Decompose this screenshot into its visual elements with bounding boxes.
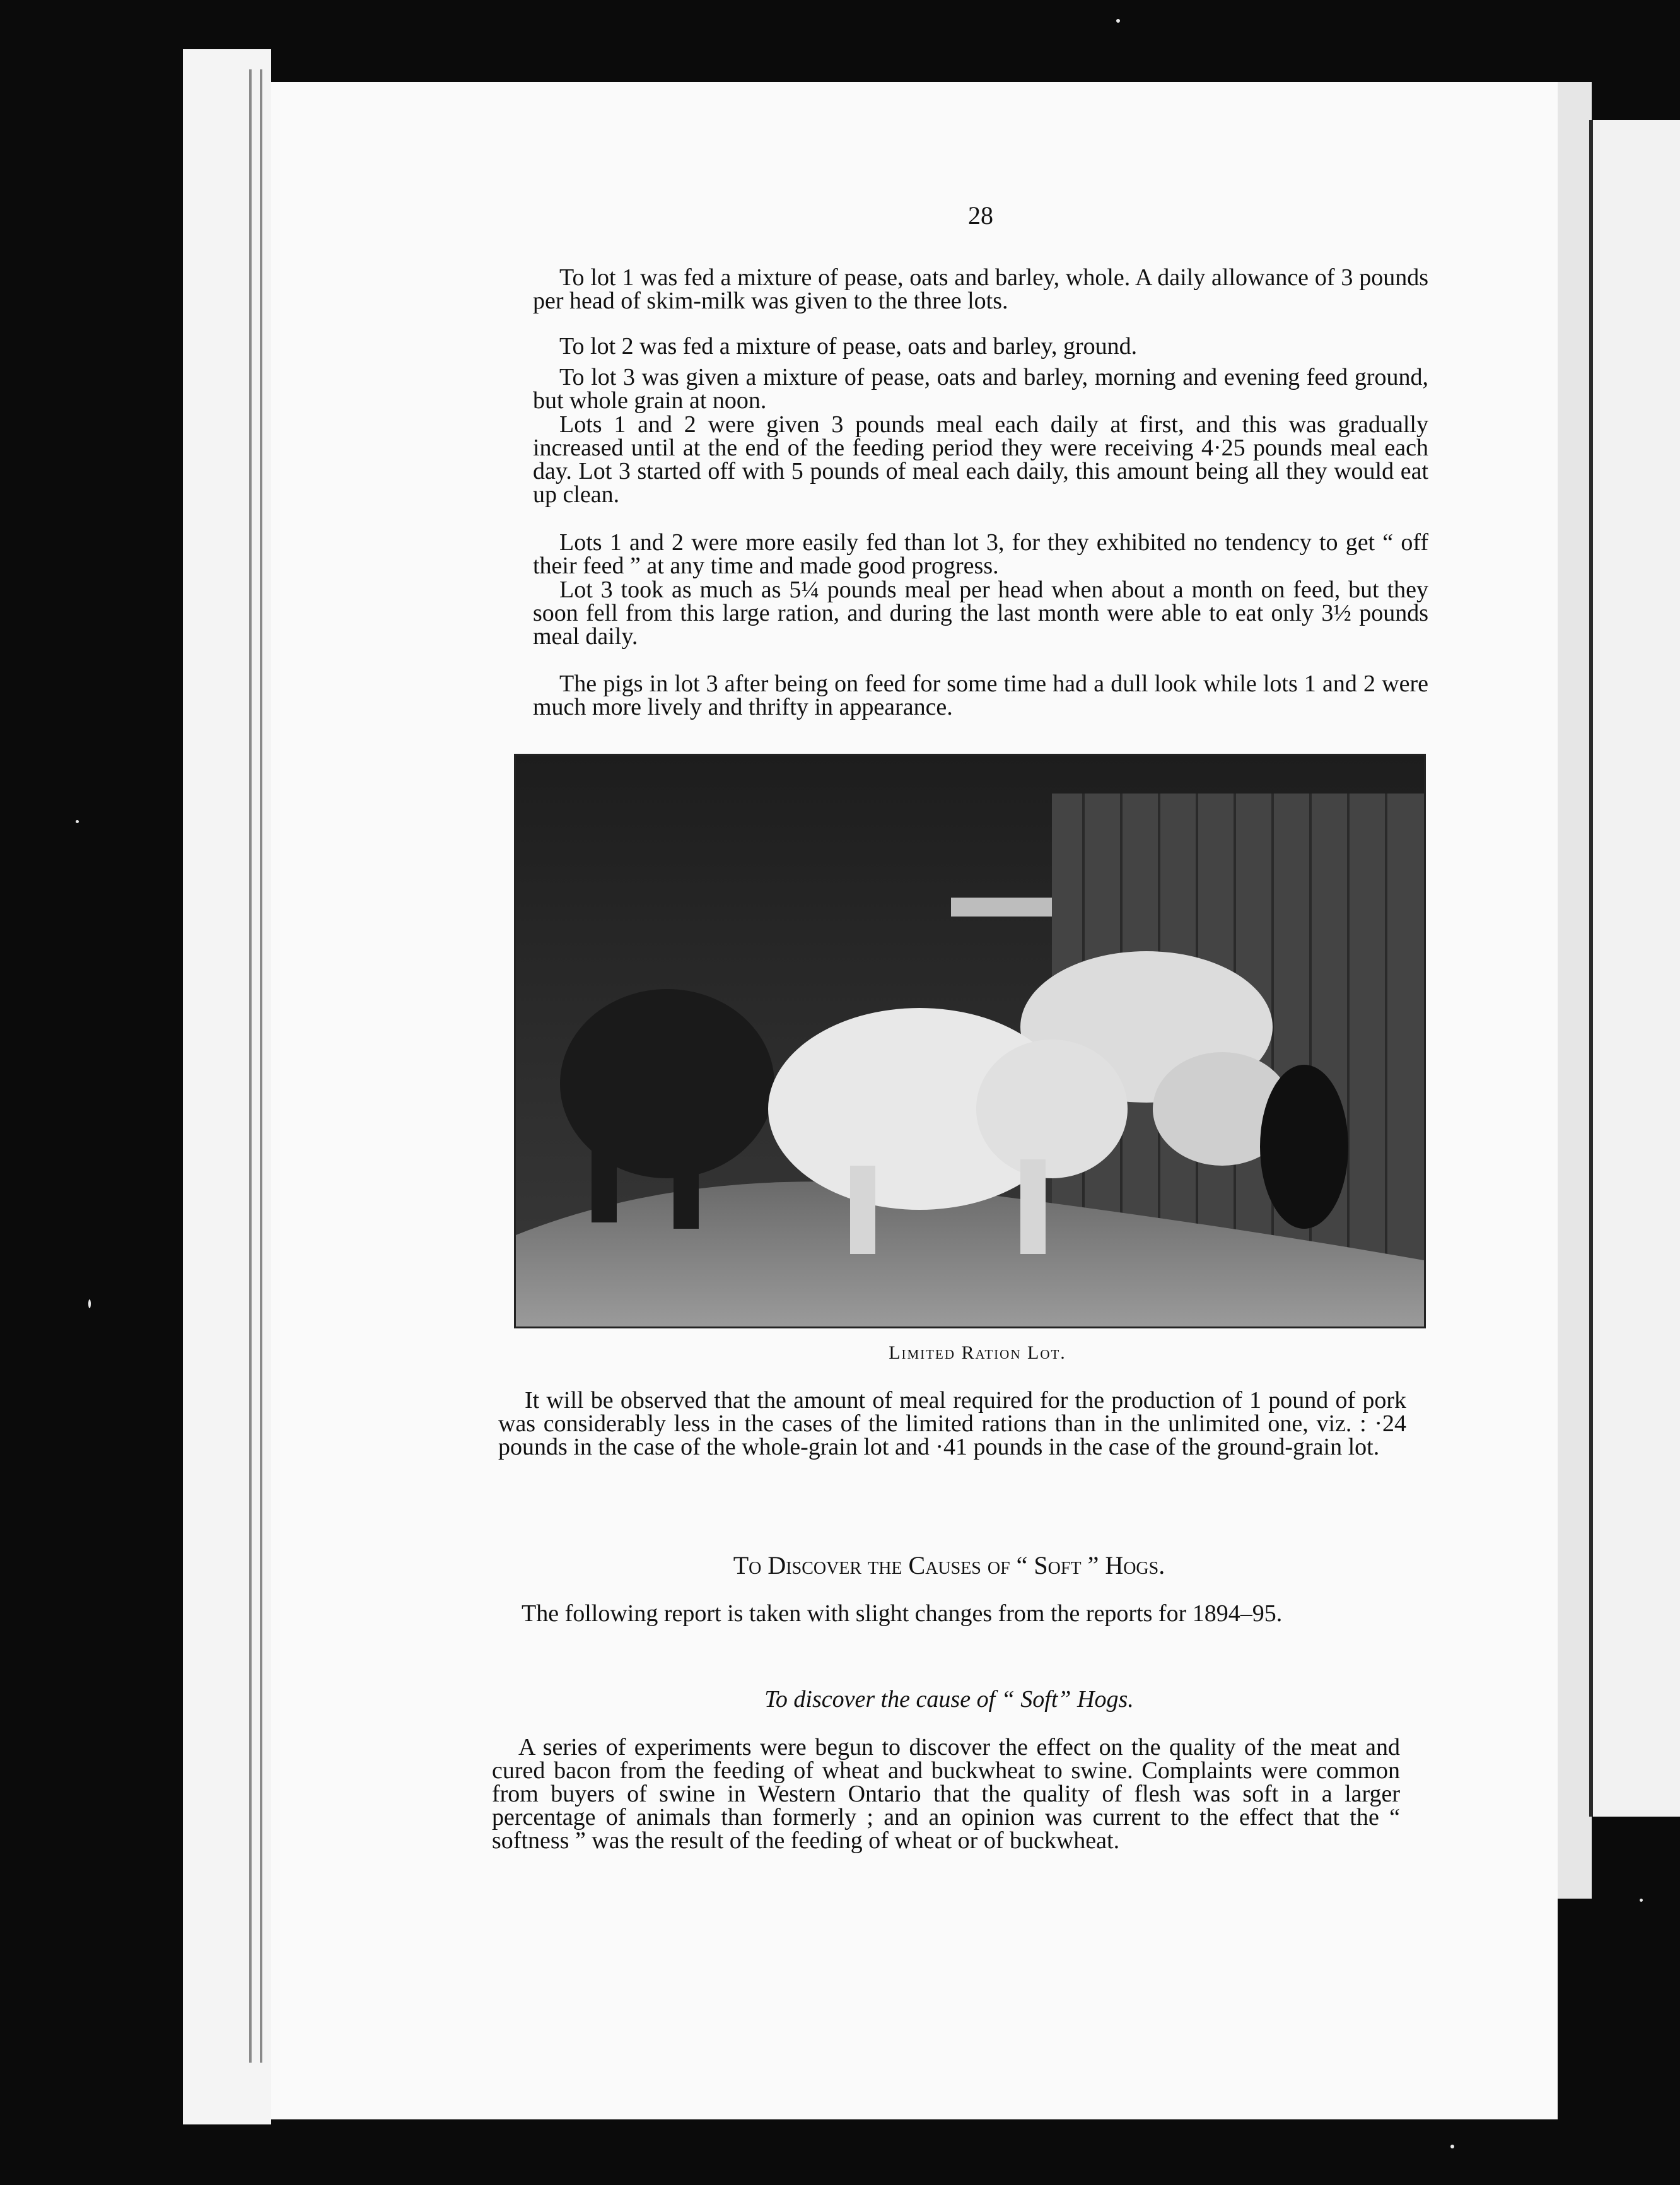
section-heading: To Discover the Causes of “ Soft ” Hogs. <box>733 1551 1165 1579</box>
page-number: 28 <box>968 201 993 230</box>
paragraph-lot1: To lot 1 was fed a mixture of pease, oats and barley, whole. A daily allowance of 3 pounds per head of skim-milk was given to the three lots. <box>533 264 1428 314</box>
page-edge-line <box>260 69 262 2063</box>
figure-caption: Limited Ration Lot. <box>889 1342 1066 1363</box>
paragraph-lot3-ration: Lot 3 took as much as 5¼ pounds meal per head when about a month on feed, but they soon fell from this large ration, and during the last month were able to eat only 3½ pounds meal daily. <box>533 577 1428 650</box>
film-speck <box>88 1299 91 1308</box>
film-speck <box>1116 19 1120 23</box>
paragraph-meal-comparison: It will be observed that the amount of meal required for the production of 1 pound of pork was considerably less in the cases of the limited rations than in the unlimited one, viz. : ·24 pounds in the case of the whole-grain lot and ·41 pounds in the case of the ground-grain lot. <box>498 1387 1406 1460</box>
paragraph-lot2: To lot 2 was fed a mixture of pease, oats and barley, ground. <box>559 333 1138 360</box>
facing-page-edge <box>1589 120 1680 1817</box>
subheading: To discover the cause of “ Soft” Hogs. <box>764 1686 1134 1713</box>
film-speck <box>76 820 79 823</box>
paragraph-soft-hogs: A series of experiments were begun to discover the effect on the quality of the meat and cured bacon from the feeding of wheat and buckwheat to swine. Complaints were common from buyers of swine in Western Ontario that the quality of flesh was soft in a larger percentage of animals than formerly ; and an opinion was current to the effect that the “ softness ” was the result of the feeding of wheat or of buckwheat. <box>492 1734 1400 1854</box>
page-edge-line <box>249 69 252 2063</box>
paragraph-lot3: To lot 3 was given a mixture of pease, oats and barley, morning and evening feed ground, but whole grain at noon. <box>533 364 1428 414</box>
paragraph-pig-appearance: The pigs in lot 3 after being on feed for some time had a dull look while lots 1 and 2 were much more lively and thrifty in appearance. <box>533 671 1428 720</box>
paragraph-meal-amounts: Lots 1 and 2 were given 3 pounds meal each daily at first, and this was gradually increased until at the end of the feeding period they were receiving 4·25 pounds meal each day. Lot 3 started off with 5 pounds of meal each daily, this amount being all they would eat up clean. <box>533 411 1428 508</box>
pigs-photograph <box>514 754 1426 1328</box>
paragraph-feeding-ease: Lots 1 and 2 were more easily fed than lot 3, for they exhibited no tendency to get “ off their feed ” at any time and made good progress. <box>533 529 1428 579</box>
page-stack-left <box>183 49 271 2124</box>
film-speck <box>1450 2145 1454 2148</box>
film-speck <box>1640 1899 1643 1902</box>
paragraph-report-intro: The following report is taken with slight changes from the reports for 1894–95. <box>522 1600 1283 1627</box>
